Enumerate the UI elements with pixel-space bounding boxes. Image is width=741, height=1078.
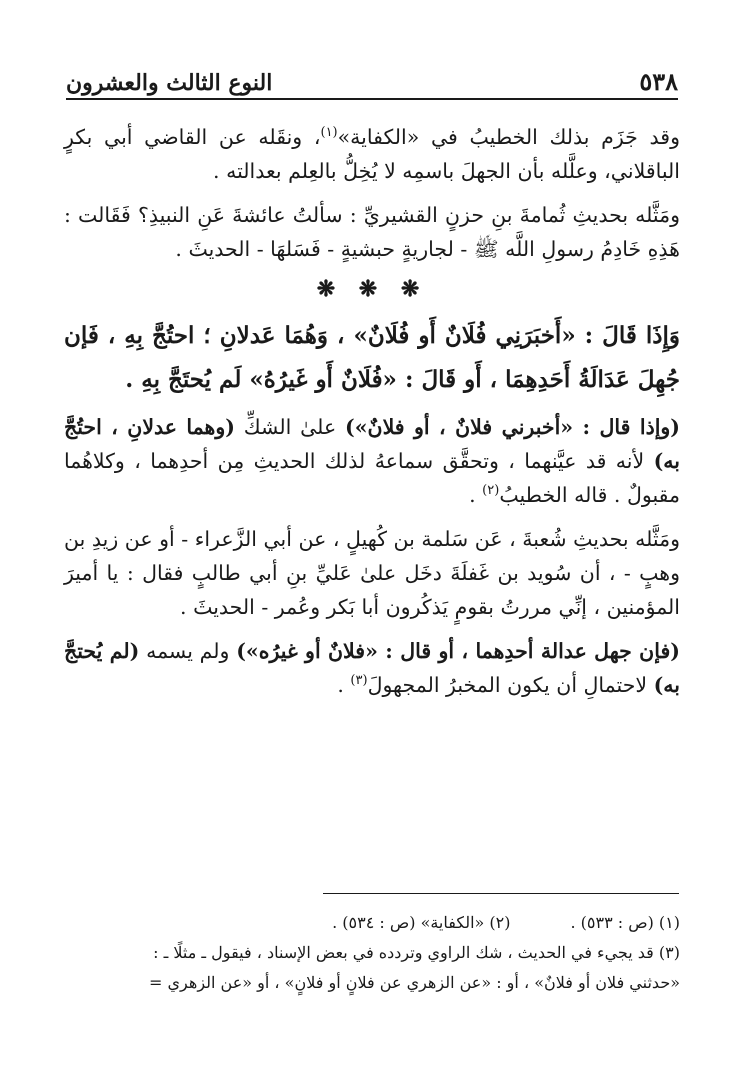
paragraph-4: ومَثَّله بحديثِ شُعبةَ ، عَن سَلمة بن كُهيلٍ ، عن أبي الزَّعراء - أو عن زيدِ بن وهبٍ - ، أن سُويد بن غَفلَةَ دخَل علىٰ عَليِّ بنِ أبي طالبٍ فقال : يا أميرَ المؤمنين ، إنِّي مررتُ بقومٍ يَذكُرون أبا بَكر وعُمر - الحديثَ . — [64, 527, 680, 619]
commentary-text: . — [337, 673, 351, 697]
paragraph-5 — [64, 634, 680, 702]
matn-quote-1: (وإذا قال : «أخبرني فلانٌ ، أو فلانٌ») — [345, 415, 681, 439]
matn-quote-2: (وهما عدلانِ ، احتُجَّ به) — [64, 415, 680, 473]
footnote-3-line-2: «حدثني فلان أو فلانٌ» ، أو : «عن الزهري عن فلانٍ أو فلانٍ» ، أو «عن الزهري = — [149, 973, 680, 992]
running-title: النوع الثالث والعشرون — [66, 70, 273, 96]
paragraph-2: ومَثَّله بحديثِ ثُمامةَ بنِ حزنٍ القشيريِّ : سألتُ عائشةَ عَنِ النبيذِ؟ فَقَالت : هَذِهِ خَادِمُ رسولِ اللَّه ﷺ - لجاريةٍ حبشيةٍ - فَسَلهَا - الحديثَ . — [64, 203, 680, 261]
main-text — [64, 120, 680, 712]
paragraph-1 — [64, 120, 680, 188]
commentary-text: علىٰ الشكِّ — [234, 415, 345, 439]
header-divider — [66, 98, 678, 100]
page-number: ٥٣٨ — [639, 67, 678, 96]
commentary-text: لأنه قد عيَّنهما ، وتحقَّق سماعهُ لذلك الحديثِ مِن أحدِهما ، وكلاهُما مقبولٌ . قاله الخطيبُ — [64, 449, 680, 507]
footnote-divider — [323, 893, 679, 894]
footnote-3-line-1: (٣) قد يجيء في الحديث ، شك الراوي وتردده في بعض الإسناد ، فيقول ـ مثلًا ـ : — [153, 943, 680, 962]
paragraph-3 — [64, 410, 680, 512]
matn-text: وَإِذَا قَالَ : «أَخبَرَنِي فُلَانٌ أَو فُلَانٌ» ، وَهُمَا عَدلانِ ؛ احتُجَّ بِهِ ، فَإن جُهِلَ عَدَالَةُ أَحَدِهِمَا ، أَو قَالَ : «فُلَانٌ أَو غَيرُهُ» لَم يُحتَجَّ بِهِ . — [64, 322, 680, 393]
footnote-ref-1[interactable]: (١) — [320, 125, 338, 141]
page-header — [66, 62, 678, 96]
footnote-ref-2[interactable]: (٢) — [482, 483, 500, 499]
matn-quote-4: (لم يُحتجَّ به) — [64, 639, 680, 697]
commentary-text: لاحتمالِ أن يكون المخبرُ المجهولَ — [367, 673, 654, 697]
footnote-1: (١) (ص : ٥٣٣) . — [570, 913, 680, 932]
commentary-text: . — [469, 483, 483, 507]
matn-quote-3: (فإن جهل عدالة أحدِهما ، أو قال : «فلانٌ أو غيرُه») — [236, 639, 680, 663]
footnote-ref-3[interactable]: (٣) — [350, 673, 368, 689]
section-separator: ❋ ❋ ❋ — [316, 276, 428, 302]
footnote-row — [64, 908, 680, 938]
paragraph-1-continuation: ، ونقَله عن القاضي أبي بكرٍ الباقلاني، وعلَّله بأن الجهلَ باسمِه لا يُخِلُّ بالعِلم بعدالته . — [64, 125, 680, 183]
paragraph-1-text: وقد جَزَم بذلك الخطيبُ في «الكفاية» — [337, 125, 680, 149]
footnote-2: (٢) «الكفاية» (ص : ٥٣٤) . — [332, 913, 511, 932]
commentary-text: ولم يسمه — [139, 639, 237, 663]
footnotes — [64, 908, 680, 998]
